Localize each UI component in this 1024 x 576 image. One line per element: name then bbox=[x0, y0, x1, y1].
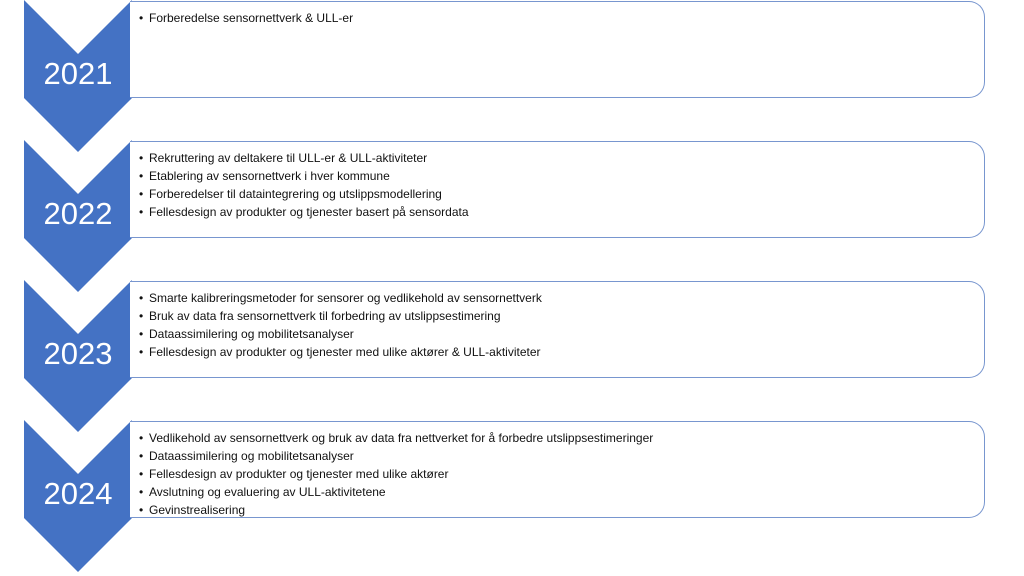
task-item: • Dataassimilering og mobilitetsanalyser bbox=[139, 449, 354, 463]
task-item: • Gevinstrealisering bbox=[139, 503, 246, 517]
year-label-2023: 2023 bbox=[43, 336, 113, 371]
timeline-chevron-2023 bbox=[24, 280, 132, 432]
task-list-2024 bbox=[139, 429, 984, 519]
timeline-chevron-2022 bbox=[24, 140, 132, 292]
year-label-2021: 2021 bbox=[43, 56, 113, 91]
bullet-icon: • bbox=[139, 169, 144, 183]
task-item: • Fellesdesign av produkter og tjenester med ulike aktører bbox=[139, 467, 449, 481]
bullet-icon: • bbox=[139, 309, 144, 323]
task-list-2022 bbox=[139, 149, 984, 221]
task-item: • Vedlikehold av sensornettverk og bruk av data fra nettverket for å forbedre utslippsestimeringer bbox=[139, 431, 654, 445]
bullet-icon: • bbox=[139, 291, 144, 305]
task-item: • Fellesdesign av produkter og tjenester med ulike aktører & ULL-aktiviteter bbox=[139, 345, 541, 359]
task-item: • Forberedelser til dataintegrering og utslippsmodellering bbox=[139, 187, 442, 201]
task-item: • Rekruttering av deltakere til ULL-er & ULL-aktiviteter bbox=[139, 151, 428, 165]
task-item: • Dataassimilering og mobilitetsanalyser bbox=[139, 327, 354, 341]
task-list-2023 bbox=[139, 289, 984, 361]
year-label-2022: 2022 bbox=[43, 196, 113, 231]
bullet-icon: • bbox=[139, 187, 144, 201]
task-item: • Bruk av data fra sensornettverk til forbedring av utslippsestimering bbox=[139, 309, 501, 323]
bullet-icon: • bbox=[139, 449, 144, 463]
task-item: • Fellesdesign av produkter og tjenester basert på sensordata bbox=[139, 205, 469, 219]
bullet-icon: • bbox=[139, 431, 144, 445]
bullet-icon: • bbox=[139, 327, 144, 341]
bullet-icon: • bbox=[139, 345, 144, 359]
phase-box-2023 bbox=[130, 281, 985, 378]
task-item: • Avslutning og evaluering av ULL-aktivitetene bbox=[139, 485, 386, 499]
task-item: • Etablering av sensornettverk i hver kommune bbox=[139, 169, 390, 183]
year-label-2024: 2024 bbox=[43, 476, 113, 511]
timeline-chevron-2024 bbox=[24, 420, 132, 572]
task-item: • Smarte kalibreringsmetoder for sensorer og vedlikehold av sensornettverk bbox=[139, 291, 542, 305]
task-item: • Forberedelse sensornettverk & ULL-er bbox=[139, 11, 354, 25]
bullet-icon: • bbox=[139, 485, 144, 499]
bullet-icon: • bbox=[139, 11, 144, 25]
timeline-chevron-2021 bbox=[24, 0, 132, 152]
bullet-icon: • bbox=[139, 503, 144, 517]
phase-box-2024 bbox=[130, 421, 985, 518]
bullet-icon: • bbox=[139, 467, 144, 481]
bullet-icon: • bbox=[139, 151, 144, 165]
task-list-2021 bbox=[139, 9, 984, 27]
phase-box-2022 bbox=[130, 141, 985, 238]
phase-box-2021 bbox=[130, 1, 985, 98]
bullet-icon: • bbox=[139, 205, 144, 219]
